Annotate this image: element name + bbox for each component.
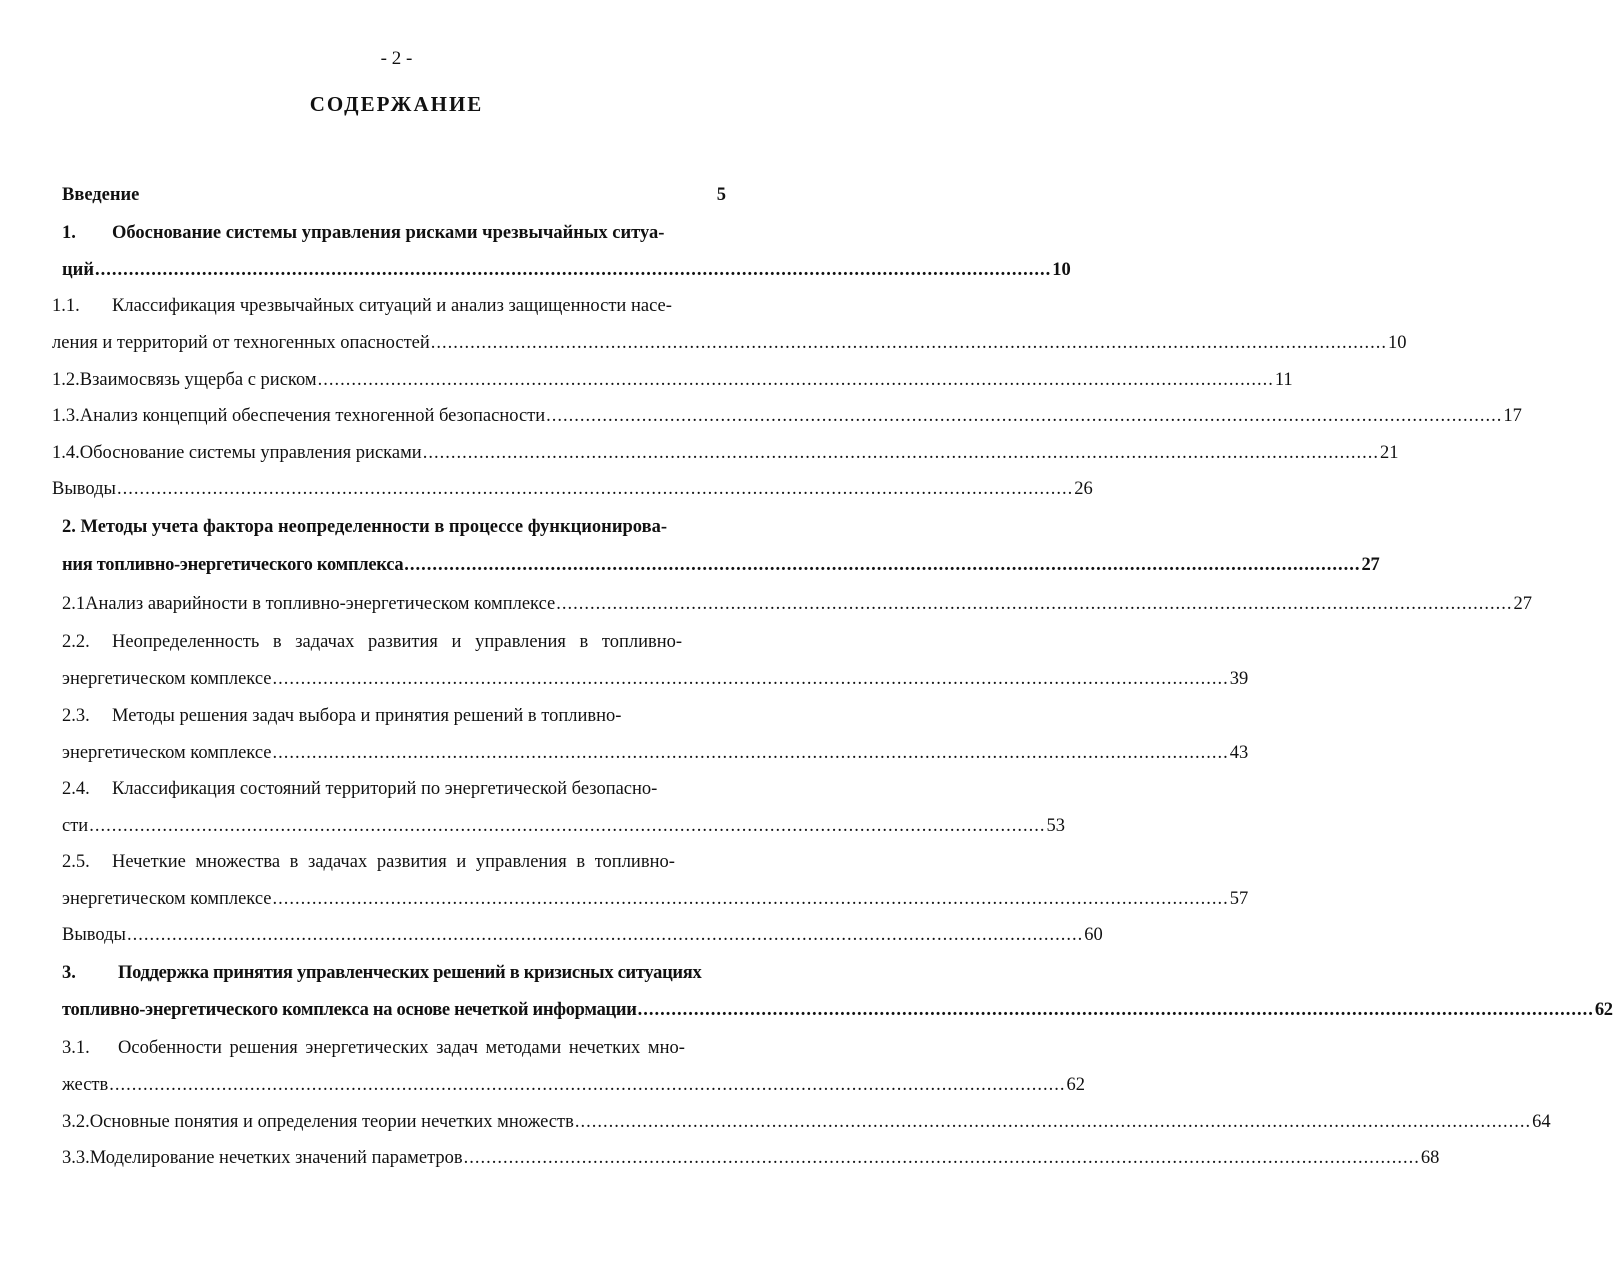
toc-entry-title-cont: энергетическом комплексе [62, 743, 272, 763]
toc-section-2-3-line1[interactable] [62, 702, 726, 730]
toc-entry-number: 3.1. [62, 1038, 90, 1058]
toc-entry-title: Моделирование нечетких значений параметров [89, 1148, 463, 1168]
leader-dots: .......................................................................................................................................................................... [546, 406, 1503, 426]
toc-section-1-1-line1[interactable] [52, 292, 726, 320]
toc-entry-title: Классификация состояний территорий по энергетической безопасно- [112, 779, 658, 799]
toc-entry-title: Поддержка принятия управленческих решений в кризисных ситуациях [118, 963, 702, 983]
toc-page-number: 10 [1052, 260, 1071, 280]
toc-entry-title: Выводы [52, 479, 116, 499]
toc-entry-title-cont: энергетическом комплексе [62, 889, 272, 909]
toc-entry-number: 2.5. [62, 852, 90, 872]
toc-entry-label: Введение [62, 185, 140, 205]
toc-entry-title-cont: ления и территорий от техногенных опасностей [52, 333, 430, 353]
toc-page-number: 27 [1361, 555, 1380, 575]
toc-section-3-3[interactable] [62, 1144, 1440, 1172]
toc-section-1-2[interactable] [52, 366, 1293, 394]
page-number: - 2 - [380, 48, 413, 69]
toc-entry-title: Анализ аварийности в топливно-энергетическом комплексе [85, 594, 556, 614]
leader-dots: .......................................................................................................................................................................... [637, 1000, 1594, 1020]
leader-dots: .......................................................................................................................................................................... [317, 370, 1274, 390]
toc-page-number: 10 [1388, 333, 1407, 353]
toc-entry-title-cont: энергетическом комплексе [62, 669, 272, 689]
toc-chapter-3-line1[interactable] [62, 959, 726, 987]
toc-entry-title: Основные понятия и определения теории нечетких множеств [89, 1112, 574, 1132]
toc-chapter-1-line2[interactable] [62, 256, 1071, 284]
leader-dots: .......................................................................................................................................................................... [272, 669, 1229, 689]
leader-dots: .......................................................................................................................................................................... [94, 260, 1052, 280]
toc-entry-number: 3. [62, 963, 76, 983]
toc-page-number: 5 [716, 185, 726, 205]
toc-page-number: 17 [1503, 406, 1522, 426]
page-title: СОДЕРЖАНИЕ [309, 92, 484, 116]
toc-page-number: 26 [1074, 479, 1093, 499]
toc-entry-title-cont: сти [62, 816, 89, 836]
toc-entry-title: Нечеткие множества в задачах развития и управления в топливно- [112, 852, 675, 872]
toc-entry-intro[interactable] [62, 181, 726, 209]
toc-entry-number: 1.2. [52, 370, 80, 390]
toc-entry-title: Особенности решения энергетических задач методами нечетких мно- [118, 1038, 685, 1058]
leader-dots: .......................................................................................................................................................................... [422, 443, 1379, 463]
toc-page-number: 53 [1046, 816, 1065, 836]
toc-section-2-3-line2[interactable] [62, 739, 1249, 767]
toc-entry-number: 2.2. [62, 632, 90, 652]
toc-entry-number: 1.4. [52, 443, 80, 463]
leader-dots: .......................................................................................................................................................................... [430, 333, 1388, 353]
leader-dots: .......................................................................................................................................................................... [463, 1148, 1420, 1168]
toc-page-number: 43 [1229, 743, 1249, 763]
toc-page-number: 11 [1274, 370, 1293, 390]
toc-conclusions-1[interactable] [52, 475, 1093, 503]
toc-entry-title: Взаимосвязь ущерба с риском [79, 370, 317, 390]
toc-section-2-5-line2[interactable] [62, 885, 1249, 913]
toc-entry-number: 2.4. [62, 779, 90, 799]
toc-section-1-4[interactable] [52, 439, 1399, 467]
toc-chapter-1-line1[interactable] [62, 219, 726, 247]
toc-page-number: 27 [1513, 594, 1532, 614]
toc-page-number: 57 [1229, 889, 1249, 909]
toc-page-number: 39 [1229, 669, 1249, 689]
toc-entry-title: Анализ концепций обеспечения техногенной безопасности [79, 406, 546, 426]
toc-section-2-4-line2[interactable] [62, 812, 1065, 840]
toc-section-3-1-line1[interactable] [62, 1034, 726, 1062]
toc-section-3-1-line2[interactable] [62, 1071, 1085, 1099]
toc-page-number: 21 [1379, 443, 1399, 463]
toc-entry-number: 3.3. [62, 1148, 90, 1168]
toc-page-number: 60 [1084, 925, 1103, 945]
toc-page-number: 62 [1594, 1000, 1613, 1020]
leader-dots: .......................................................................................................................................................................... [272, 889, 1229, 909]
toc-entry-number: 3.2. [62, 1112, 90, 1132]
leader-dots: .......................................................................................................................................................................... [126, 925, 1084, 945]
toc-entry-title-cont: топливно-энергетического комплекса на основе нечеткой информации [62, 1000, 637, 1020]
toc-entry-number: 2.3. [62, 706, 90, 726]
toc-entry-number: 1. [62, 223, 76, 243]
toc-entry-number: 2.1 [62, 594, 86, 614]
toc-section-2-5-line1[interactable] [62, 848, 726, 876]
toc-entry-title: Неопределенность в задачах развития и управления в топливно- [112, 632, 683, 652]
toc-section-2-4-line1[interactable] [62, 775, 726, 803]
leader-dots: .......................................................................................................................................................................... [116, 479, 1074, 499]
toc-section-2-2-line2[interactable] [62, 665, 1249, 693]
leader-dots: .......................................................................................................................................................................... [574, 1112, 1532, 1132]
leader-dots: .......................................................................................................................................................................... [272, 743, 1229, 763]
toc-entry-title-cont: жеств [62, 1075, 109, 1095]
toc-entry-title: 2. Методы учета фактора неопределенности в процессе функционирова- [62, 517, 667, 537]
toc-entry-title: Методы решения задач выбора и принятия решений в топливно- [112, 706, 622, 726]
toc-chapter-3-line2[interactable] [62, 996, 1613, 1024]
leader-dots: .......................................................................................................................................................................... [89, 816, 1046, 836]
toc-section-3-2[interactable] [62, 1108, 1551, 1136]
toc-entry-number: 1.1. [52, 296, 80, 316]
toc-entry-title: Обоснование системы управления рисками чрезвычайных ситуа- [112, 223, 665, 243]
toc-page-number: 68 [1420, 1148, 1440, 1168]
toc-section-1-3[interactable] [52, 402, 1522, 430]
toc-entry-title: Выводы [62, 925, 126, 945]
toc-entry-title-cont: ций [62, 260, 94, 280]
leader-dots: .......................................................................................................................................................................... [404, 555, 1361, 575]
toc-entry-title-cont: ния топливно-энергетического комплекса [62, 555, 404, 575]
toc-chapter-2-line2[interactable] [62, 551, 1380, 579]
toc-entry-number: 1.3. [52, 406, 80, 426]
toc-entry-title: Обоснование системы управления рисками [79, 443, 422, 463]
toc-section-2-1[interactable] [62, 590, 1532, 618]
toc-section-2-2-line1[interactable] [62, 628, 726, 656]
leader-dots: .......................................................................................................................................................................... [556, 594, 1513, 614]
toc-section-1-1-line2[interactable] [52, 329, 1407, 357]
toc-conclusions-2[interactable] [62, 921, 1103, 949]
leader-dots: .......................................................................................................................................................................... [109, 1075, 1066, 1095]
toc-page-number: 64 [1532, 1112, 1551, 1132]
toc-entry-title: Классификация чрезвычайных ситуаций и анализ защищенности насе- [112, 296, 672, 316]
toc-page-number: 62 [1066, 1075, 1085, 1095]
toc-chapter-2-line1[interactable] [62, 513, 726, 541]
